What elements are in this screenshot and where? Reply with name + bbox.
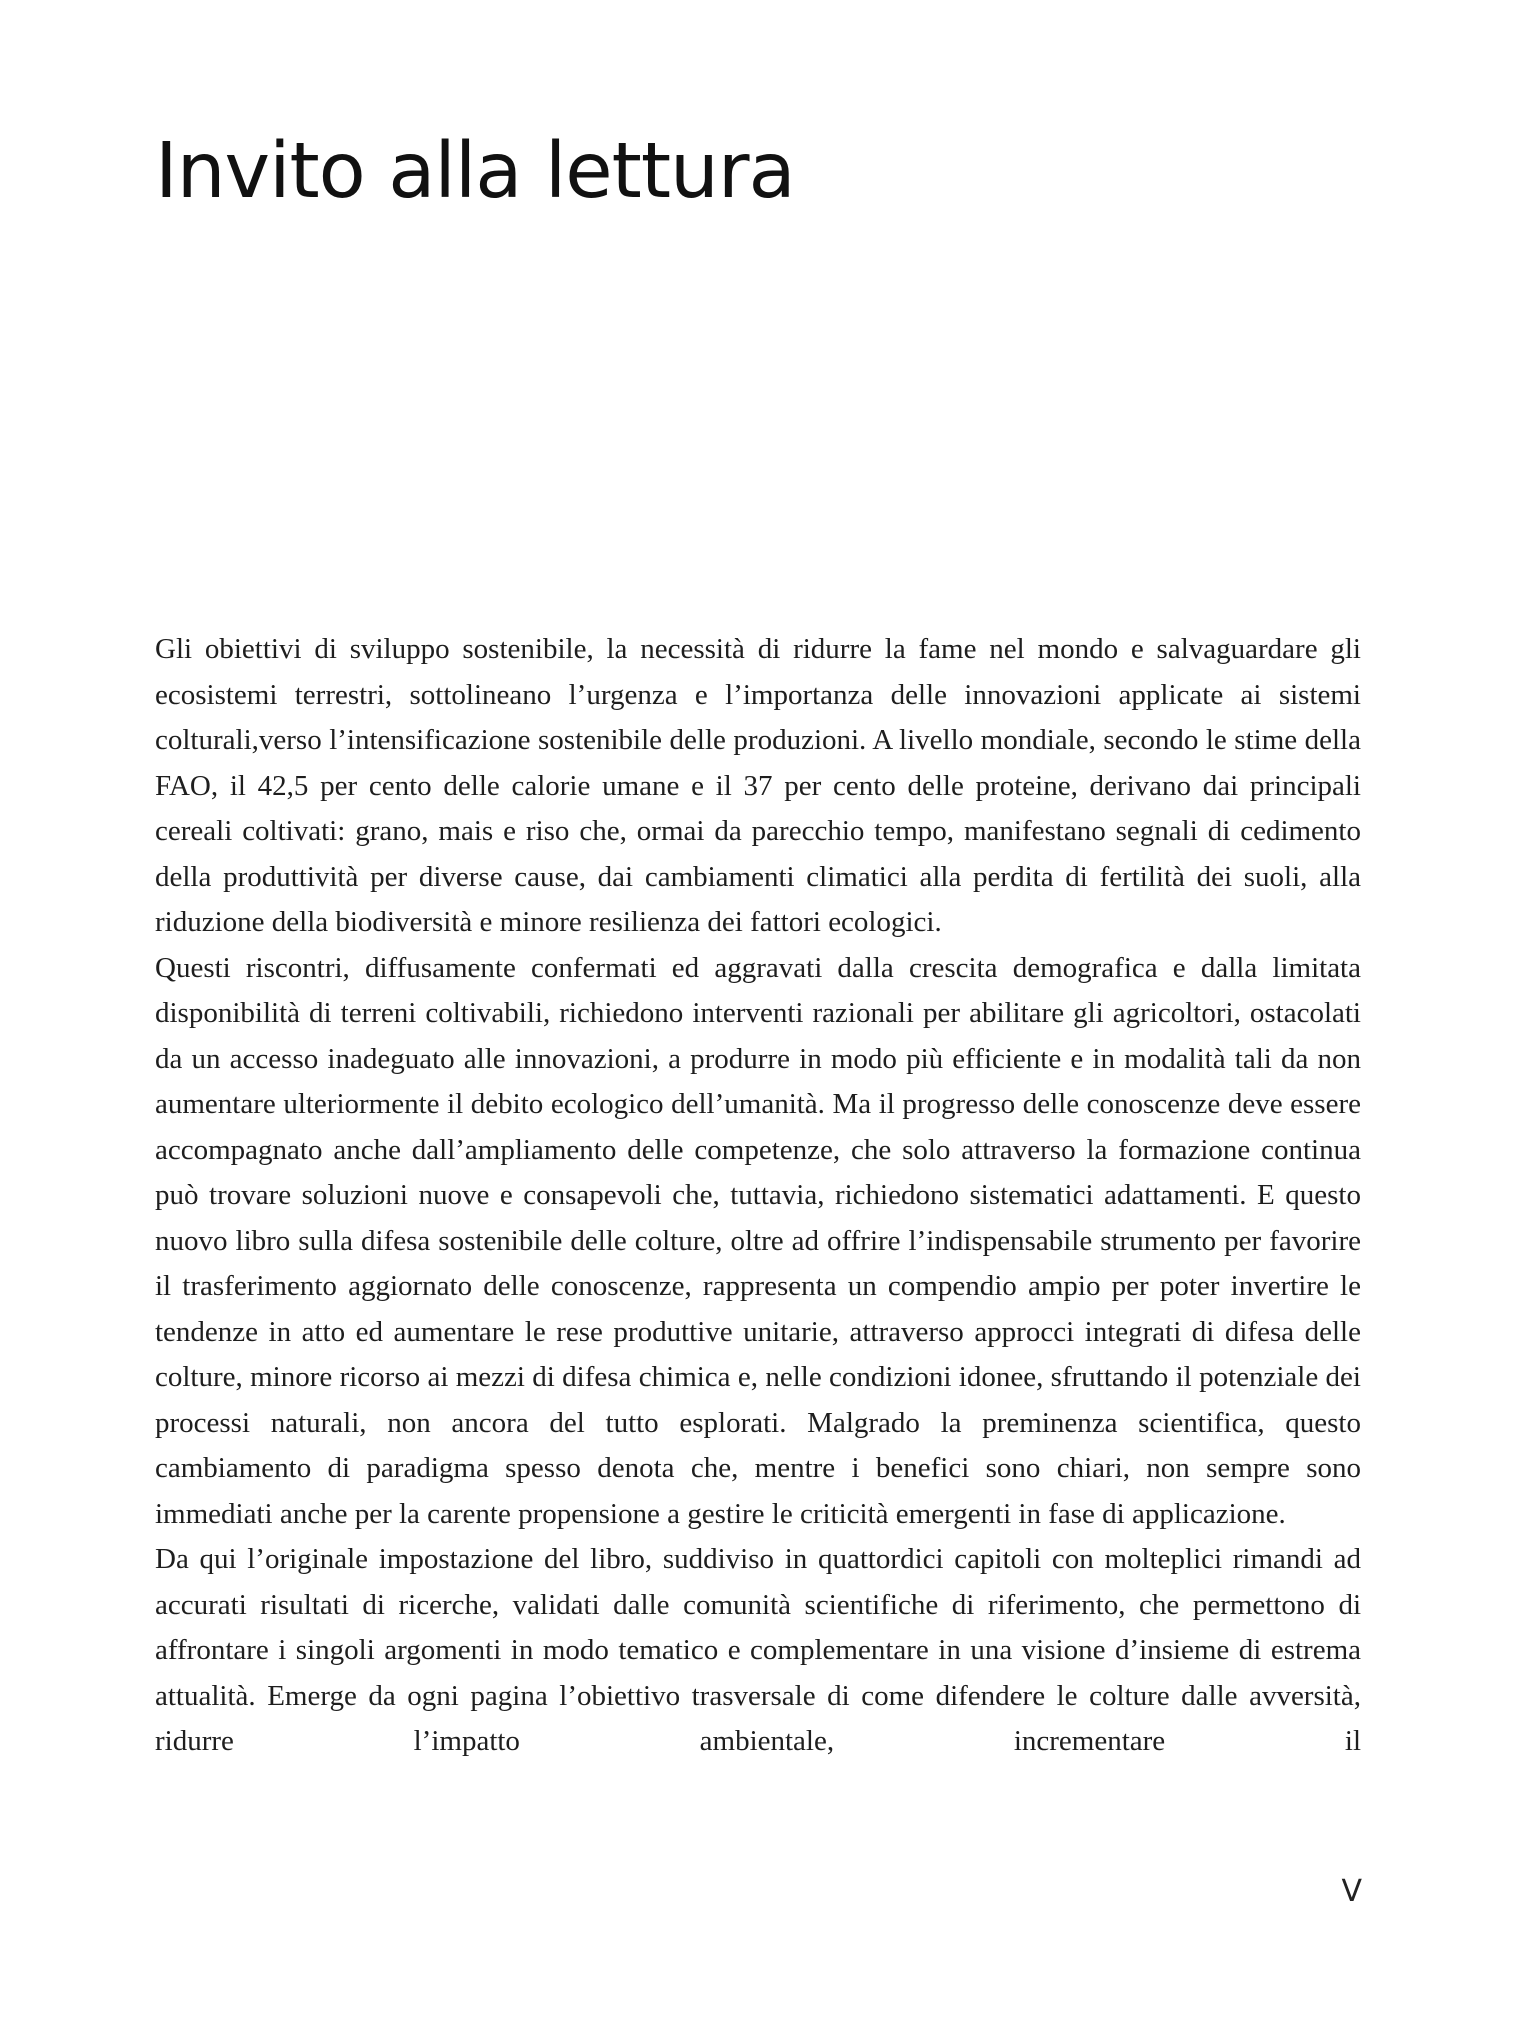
paragraph: Questi riscontri, diffusamente confermati ed aggravati dalla crescita demografica e dalla limitata disponibilità di terreni coltivabili, richiedono interventi razionali per abilitare gli agricoltori, ostacolati da un accesso inadeguato alle innovazioni, a produrre in modo più efficiente e in modalità tali da non aumentare ulteriormente il debito ecologico dell’umanità. Ma il progresso delle conoscenze deve essere accompagnato anche dall’ampliamento delle competenze, che solo attraverso la formazione continua può trovare soluzioni nuove e consapevoli che, tuttavia, richiedono sistematici adattamenti. E questo nuovo libro sulla difesa sostenibile delle colture, oltre ad offrire l’indispensabile strumento per favorire il trasferimento aggiornato delle conoscenze, rappresenta un compendio ampio per poter invertire le tendenze in atto ed aumentare le rese produttive unitarie, attraverso approcci integrati di difesa delle colture, minore ricorso ai mezzi di difesa chimica e, nelle condizioni idonee, sfruttando il potenziale dei processi naturali, non ancora del tutto esplorati. Malgrado la preminenza scientifica, questo cambiamento di paradigma spesso denota che, mentre i benefici sono chiari, non sempre sono immediati anche per la carente propensione a gestire le criticità emergenti in fase di applicazione. (155, 951, 1361, 1530)
paragraph: Gli obiettivi di sviluppo sostenibile, la necessità di ridurre la fame nel mondo e salvaguardare gli ecosistemi terrestri, sottolineano l’urgenza e l’importanza delle innovazioni applicate ai sistemi colturali,verso l’intensificazione sostenibile delle produzioni. A livello mondiale, secondo le stime della FAO, il 42,5 per cento delle calorie umane e il 37 per cento delle proteine, derivano dai principali cereali coltivati: grano, mais e riso che, ormai da parecchio tempo, manifestano segnali di cedimento della produttività per diverse cause, dai cambiamenti climatici alla perdita di fertilità dei suoli, alla riduzione della biodiversità e minore resilienza dei fattori ecologici. (155, 633, 1361, 938)
body-text (155, 627, 1361, 1765)
page-title: Invito alla lettura (155, 127, 795, 216)
page-number: V (1341, 1874, 1362, 1909)
paragraph: Da qui l’originale impostazione del libro, suddiviso in quattordici capitoli con molteplici rimandi ad accurati risultati di ricerche, validati dalle comunità scientifiche di riferimento, che permettono di affrontare i singoli argomenti in modo tematico e complementare in una visione d’insieme di estrema attualità. Emerge da ogni pagina l’obiettivo trasversale di come difendere le colture dalle avversità, ridurre l’impatto ambientale, incrementare il (155, 1543, 1361, 1757)
